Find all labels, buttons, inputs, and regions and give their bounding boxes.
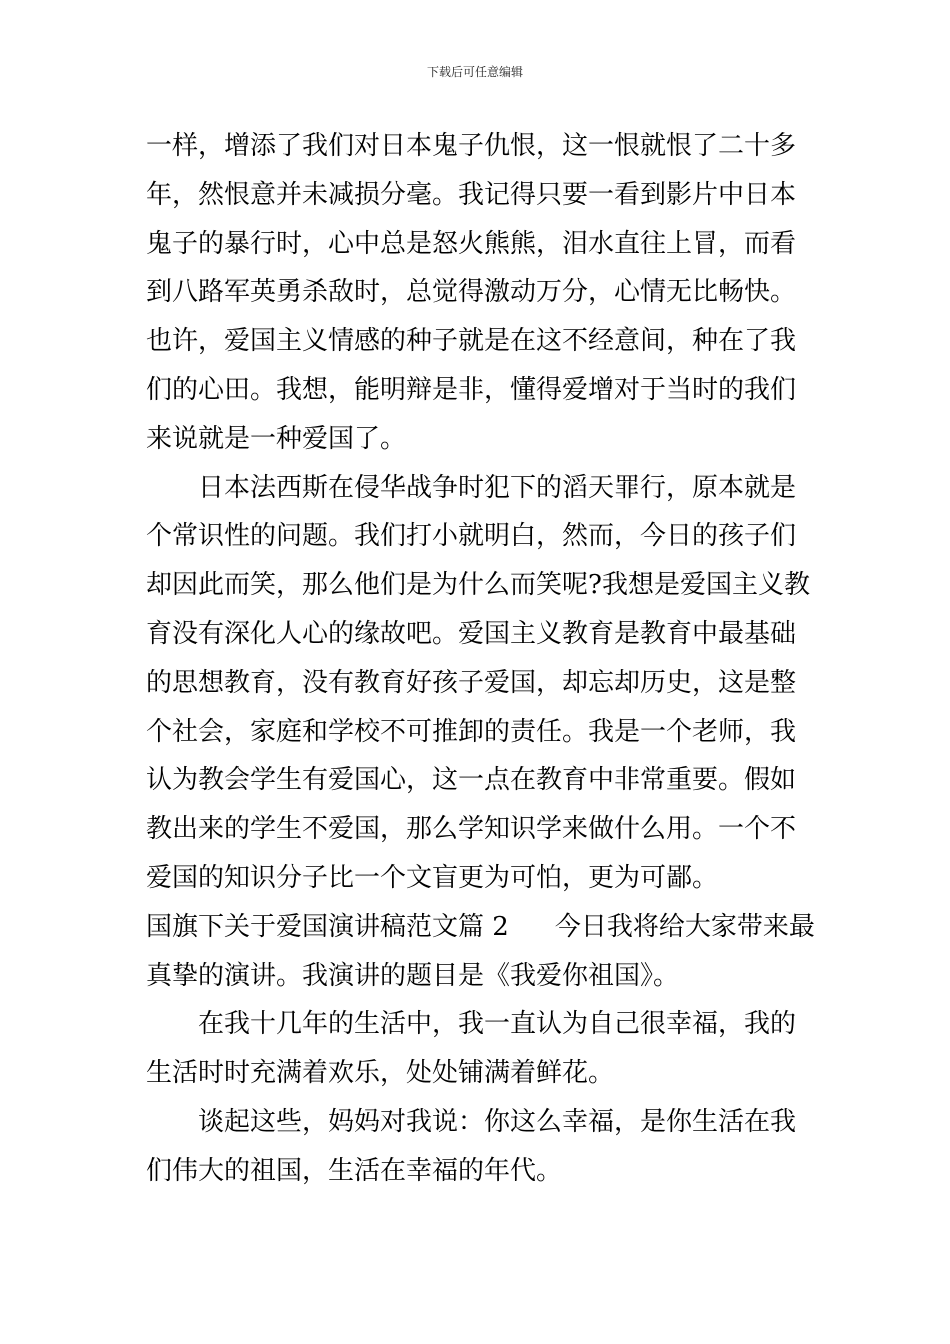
section-title-line: [146, 903, 815, 952]
paragraph-start-line: 日本法西斯在侵华战争时犯下的滔天罪行，原本就是: [198, 472, 797, 503]
paragraph-start-line: 在我十几年的生活中，我一直认为自己很幸福，我的: [198, 1009, 797, 1040]
text-line: 们的心田。我想，能明辩是非，懂得爱增对于当时的我们: [146, 374, 797, 405]
paragraph-start-line: 谈起这些，妈妈对我说：你这么幸福，是你生活在我: [198, 1106, 797, 1137]
text-line: 认为教会学生有爱国心，这一点在教育中非常重要。假如: [146, 765, 797, 796]
text-line: 却因此而笑，那么他们是为什么而笑呢?我想是爱国主义教: [146, 570, 810, 601]
section-intro: 今日我将给大家带来最: [554, 911, 815, 942]
text-line: 们伟大的祖国，生活在幸福的年代。: [146, 1155, 563, 1186]
text-line: 个社会，家庭和学校不可推卸的责任。我是一个老师，我: [146, 716, 797, 747]
text-line: 育没有深化人心的缘故吧。爱国主义教育是教育中最基础: [146, 618, 797, 649]
text-line: 生活时时充满着欢乐，处处铺满着鲜花。: [146, 1058, 615, 1089]
document-body: [146, 122, 815, 1196]
text-line: 爱国的知识分子比一个文盲更为可怕，更为可鄙。: [146, 862, 719, 893]
text-line: 教出来的学生不爱国，那么学知识学来做什么用。一个不: [146, 814, 797, 845]
text-line: 一样，增添了我们对日本鬼子仇恨，这一恨就恨了二十多: [146, 131, 797, 161]
section-title: 国旗下关于爱国演讲稿范文篇 2: [146, 911, 509, 942]
text-line: 到八路军英勇杀敌时，总觉得激动万分，心情无比畅快。: [146, 277, 797, 308]
text-line: 真挚的演讲。我演讲的题目是《我爱你祖国》。: [146, 960, 680, 991]
page-header: 下载后可任意编辑: [426, 65, 523, 79]
text-line: 个常识性的问题。我们打小就明白，然而，今日的孩子们: [146, 521, 797, 552]
text-line: 的思想教育，没有教育好孩子爱国，却忘却历史，这是整: [146, 667, 797, 698]
text-line: 来说就是一种爱国了。: [146, 423, 407, 454]
text-line: 也许，爱国主义情感的种子就是在这不经意间，种在了我: [146, 326, 797, 357]
text-line: 年，然恨意并未减损分毫。我记得只要一看到影片中日本: [146, 179, 797, 210]
text-line: 鬼子的暴行时，心中总是怒火熊熊，泪水直往上冒，而看: [146, 228, 797, 259]
